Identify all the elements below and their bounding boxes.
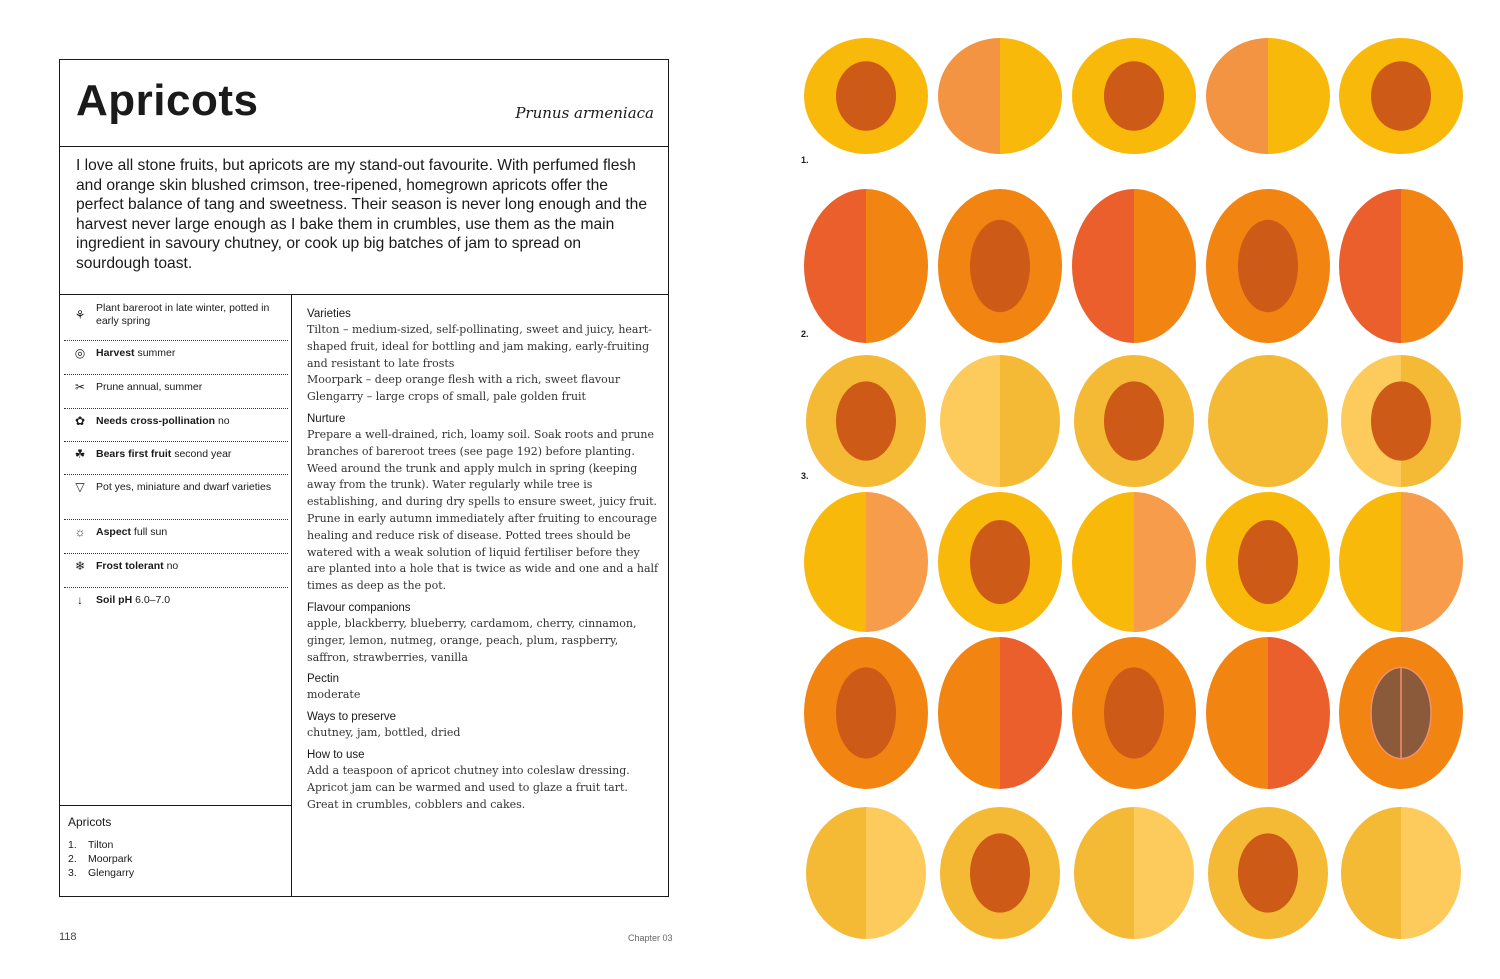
fact-label: Harvest [96, 347, 135, 359]
apricot-half [1072, 38, 1196, 154]
fact-label: Aspect [96, 526, 132, 538]
legend-item: 3. Glengarry [68, 867, 135, 879]
apricot-half [1206, 38, 1330, 154]
section-heading: Varieties [307, 308, 351, 320]
apricot-half [1339, 492, 1463, 632]
apricot-half [938, 189, 1062, 343]
section-text: Glengarry – large crops of small, pale golden fruit [307, 390, 586, 404]
apricot-half [1341, 355, 1461, 487]
pot-icon: ▽ [75, 480, 85, 494]
apricot-half [940, 355, 1060, 487]
apricot-half [938, 637, 1062, 789]
apricot-left [940, 355, 1000, 487]
page-number: 118 [59, 931, 77, 943]
apricot-pit [1104, 667, 1164, 758]
pollination-icon: ✿ [74, 414, 86, 428]
page-title: Apricots [76, 76, 259, 125]
apricot-left [1206, 637, 1268, 789]
fact-value: no [215, 415, 230, 427]
fact-value: Pot yes, miniature and dwarf varieties [96, 481, 272, 493]
section-heading: Nurture [307, 412, 346, 425]
apricot-half [806, 807, 926, 939]
apricot-left [806, 807, 866, 939]
latin-name: Prunus armeniaca [515, 104, 654, 122]
apricot-pit [1238, 520, 1298, 604]
fact-value: second year [171, 448, 232, 460]
apricot-half [806, 355, 926, 487]
section-text: Tilton – medium-sized, self-pollinating, sweet and juicy, heart-shaped fruit, ideal for bottling and jam making, early-fruiting and resistant to late frosts [307, 323, 652, 370]
apricot-right [866, 492, 928, 632]
apricot-left [938, 38, 1000, 154]
apricot-pit [836, 61, 896, 131]
plant-icon: ⚘ [74, 307, 86, 322]
apricot-pit [1371, 61, 1431, 131]
apricot-half [804, 189, 928, 343]
apricot-left [1072, 189, 1134, 343]
section-heading: Ways to preserve [307, 711, 397, 724]
apricot-right [1134, 807, 1194, 939]
row-label: 2. [801, 329, 809, 339]
apricot-half [1339, 637, 1463, 789]
fact-label: Soil pH [96, 594, 133, 606]
fact-value: Plant bareroot in late winter, potted in early spring [96, 302, 270, 327]
apricot-right [1268, 38, 1330, 154]
legend-heading: Apricots [68, 815, 112, 829]
apricot-pit [836, 381, 896, 460]
apricot-half [804, 637, 928, 789]
harvest-icon: ◎ [74, 346, 86, 360]
fact-value: no [163, 560, 179, 572]
apricot-right [1000, 637, 1062, 789]
row-label: 3. [801, 471, 809, 481]
apricot-pit [1371, 381, 1431, 460]
section-heading: How to use [307, 748, 365, 761]
apricot-right [1134, 189, 1196, 343]
apricot-left [1074, 807, 1134, 939]
apricot-pit [1104, 61, 1164, 131]
apricot-right [1401, 492, 1463, 632]
apricot-half [938, 38, 1062, 154]
apricot-half [1339, 189, 1463, 343]
apricot-half [1072, 189, 1196, 343]
section-heading: Flavour companions [307, 601, 411, 614]
section-text: Add a teaspoon of apricot chutney into coleslaw dressing. Apricot jam can be warmed and used to glaze a fruit tart. Great in crumbles, cobblers and cakes. [307, 763, 630, 811]
apricot-pit [970, 520, 1030, 604]
apricot-right [1134, 492, 1196, 632]
apricot-half [1339, 38, 1463, 154]
fact-value: 6.0–7.0 [132, 594, 171, 606]
apricot-half [804, 38, 928, 154]
intro-paragraph: I love all stone fruits, but apricots are my stand-out favourite. With perfumed flesh and orange skin blushed crimson, tree-ripened, homegrown apricots offer the perfect balance of tang and sweetness. Their season is never long enough and the harvest never large enough as I bake them in crumbles, use them as the main ingredient in savoury chutney, or cook up big batches of jam to spread on sourdough toast. [76, 157, 648, 272]
apricot-half [1074, 807, 1194, 939]
fruit-icon: ☘ [74, 447, 86, 461]
pruning-shears-icon: ✂ [74, 380, 86, 394]
apricot-half [1074, 355, 1194, 487]
apricot-right [1401, 807, 1461, 939]
apricot-pit [1238, 833, 1298, 912]
apricot-left [1339, 492, 1401, 632]
apricot-pit [1104, 381, 1164, 460]
fact-value: Prune annual, summer [96, 381, 203, 393]
apricot-half [804, 492, 928, 632]
section-text: moderate [307, 688, 361, 702]
apricot-right [1000, 38, 1062, 154]
soil-icon: ↓ [77, 593, 83, 607]
apricot-left [1072, 492, 1134, 632]
apricot-half [1206, 492, 1330, 632]
section-text: Prepare a well-drained, rich, loamy soil. Soak roots and prune branches of bareroot trees (see page 192) before planting. Weed around the trunk and apply mulch in spring (keeping away from the trunk). Water regularly while tree is establishing, and during dry spells to ensure sweet, juicy fruit. Prune in early autumn immediately after fruiting to encourage healing and reduce risk of disease. Potted trees should be watered with a weak solution of liquid fertiliser before they are planted into a hole that is twice as wide and one and a half times as deep as the pot. [307, 427, 659, 593]
apricot-half [1206, 637, 1330, 789]
apricot-left [1206, 38, 1268, 154]
frost-icon: ❄ [74, 559, 86, 573]
apricot-right [1268, 355, 1328, 487]
section-text: apple, blackberry, blueberry, cardamom, cherry, cinnamon, ginger, lemon, nutmeg, orange, peach, plum, raspberry, saffron, strawberries, vanilla [307, 616, 637, 664]
apricot-right [866, 189, 928, 343]
legend-item: 1. Tilton [68, 839, 114, 851]
apricot-left [804, 189, 866, 343]
section-text: chutney, jam, bottled, dried [307, 726, 461, 740]
apricot-pit [970, 833, 1030, 912]
apricot-left [1339, 189, 1401, 343]
fact-value: full sun [131, 526, 168, 538]
apricot-half [940, 807, 1060, 939]
apricot-left [938, 637, 1000, 789]
fact-value: summer [134, 347, 176, 359]
apricot-pit [836, 667, 896, 758]
apricot-right [1268, 637, 1330, 789]
chapter-label: Chapter 03 [628, 933, 673, 943]
apricot-right [1401, 189, 1463, 343]
apricot-half [938, 492, 1062, 632]
section-heading: Pectin [307, 673, 339, 686]
row-label: 1. [801, 155, 809, 165]
sun-icon: ☼ [74, 525, 86, 539]
fact-label: Needs cross-pollination [96, 415, 216, 427]
apricot-half [1341, 807, 1461, 939]
apricot-left [1341, 807, 1401, 939]
apricot-half [1072, 492, 1196, 632]
apricot-half [1072, 637, 1196, 789]
apricot-half [1206, 189, 1330, 343]
apricot-left [1208, 355, 1268, 487]
apricot-pit [1238, 220, 1298, 312]
apricot-half [1208, 807, 1328, 939]
section-text: Moorpark – deep orange flesh with a rich, sweet flavour [307, 373, 621, 387]
apricot-pit [970, 220, 1030, 312]
fact-label: Bears first fruit [96, 448, 172, 460]
apricot-half [1208, 355, 1328, 487]
fact-label: Frost tolerant [96, 560, 164, 572]
apricot-left [804, 492, 866, 632]
apricot-right [866, 807, 926, 939]
legend-item: 2. Moorpark [68, 853, 133, 865]
apricot-right [1000, 355, 1060, 487]
